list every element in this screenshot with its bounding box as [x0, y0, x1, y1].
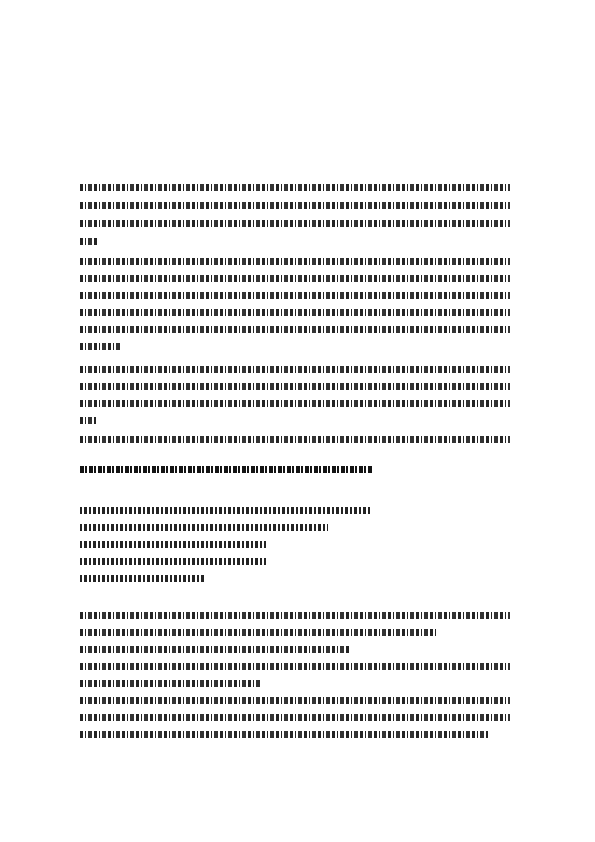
text-line [80, 309, 510, 316]
text-line [80, 326, 510, 333]
list-item-line [80, 558, 266, 565]
text-line [80, 629, 436, 636]
text-line [80, 436, 510, 443]
text-line [80, 184, 510, 191]
text-line [80, 417, 96, 424]
text-line [80, 383, 510, 390]
text-line [80, 400, 510, 407]
text-line [80, 343, 120, 350]
text-line [80, 680, 262, 687]
body-paragraph [80, 436, 510, 453]
text-line [80, 292, 510, 299]
bullet-list [80, 507, 510, 592]
text-line [80, 366, 510, 373]
text-line [80, 697, 510, 704]
text-line [80, 714, 510, 721]
body-paragraph [80, 366, 510, 434]
section-heading [80, 466, 510, 483]
list-item-line [80, 524, 328, 531]
text-line [80, 646, 350, 653]
text-line [80, 238, 98, 245]
body-paragraph [80, 184, 510, 256]
list-item-line [80, 541, 266, 548]
text-line [80, 202, 510, 209]
body-paragraph [80, 612, 510, 748]
text-line [80, 258, 510, 265]
text-line [80, 466, 372, 473]
list-item-line [80, 575, 205, 582]
text-line [80, 275, 510, 282]
text-line [80, 663, 510, 670]
text-line [80, 220, 510, 227]
text-line [80, 731, 488, 738]
text-line [80, 612, 510, 619]
body-paragraph [80, 258, 510, 360]
list-item-line [80, 507, 372, 514]
